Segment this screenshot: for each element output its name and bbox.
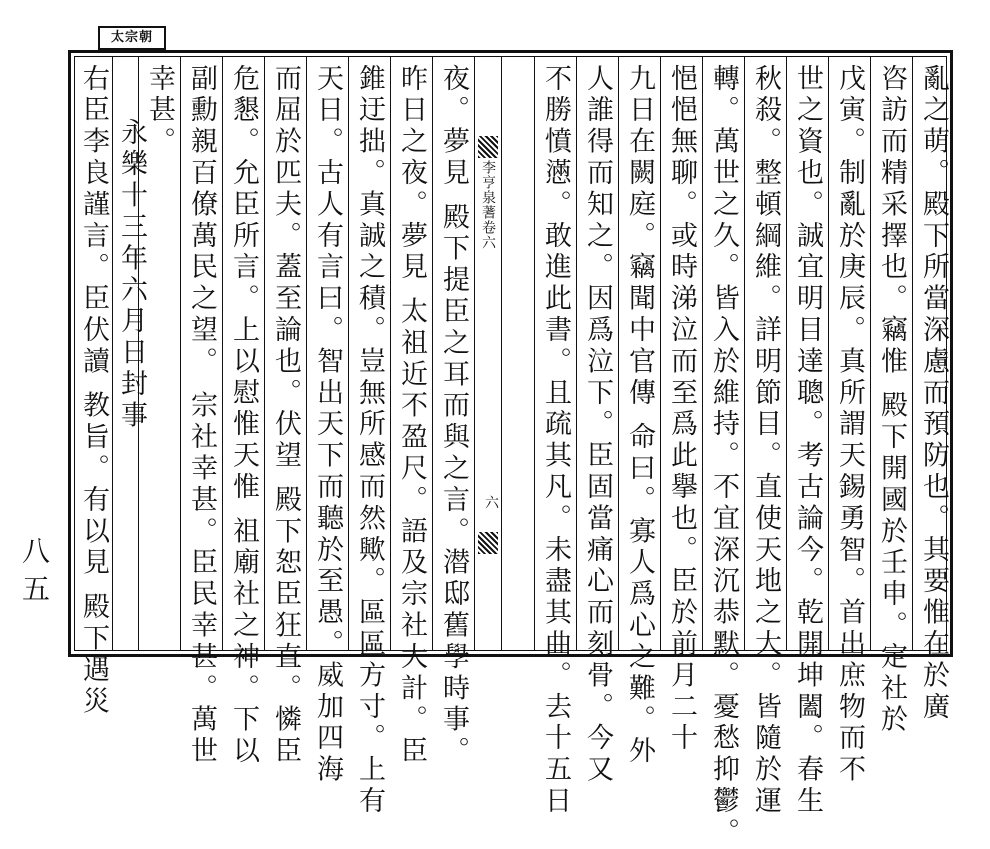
text-column: 轉。萬世之久。皆入於維持。不宜深沉恭默。憂愁抑鬱。 — [708, 64, 739, 849]
text-column: 錐迂拙。真誠之積。豈無所感而然歟。區區方寸。上有 — [354, 64, 385, 818]
column-rule — [744, 56, 745, 651]
column-rule — [432, 56, 433, 651]
text-column: 天日。古人有言曰。智出天下而聽於至愚。威加四海 — [312, 64, 343, 787]
column-rule — [534, 56, 535, 651]
text-column: 夜。夢見 殿下提臣之耳而與之言。潜邸舊學時事。 — [438, 64, 469, 768]
column-rule — [912, 56, 913, 651]
text-column: 九日在闕庭。竊聞中官傳 命曰。寡人爲心之難。外 — [624, 64, 655, 768]
column-rule — [222, 56, 223, 651]
column-rule — [180, 56, 181, 651]
text-column: 人誰得而知之。因爲泣下。臣固當痛心而刻骨。今又 — [582, 64, 613, 787]
column-rule — [264, 56, 265, 651]
memorial-date: 永樂十三年六月日封事 — [116, 118, 147, 432]
text-column: 而屈於匹夫。蓋至論也。伏望 殿下恕臣狂直。憐臣 — [270, 64, 301, 768]
column-rule — [870, 56, 871, 651]
fold-page-number: 六 — [483, 495, 499, 509]
column-rule — [390, 56, 391, 651]
column-rule — [618, 56, 619, 651]
page-number: 八五 — [18, 536, 51, 612]
text-column: 昨日之夜。夢見 太祖近不盈尺。語及宗社大計。臣 — [396, 64, 427, 768]
text-column: 不勝憤懣。敢進此書。且疏其凡。未盡其曲。去十五日 — [540, 64, 571, 818]
column-rule — [660, 56, 661, 651]
text-column: 危懇。允臣所言。上以慰惟天惟 祖廟社之神。下以 — [228, 64, 259, 768]
text-column: 副勳親百僚萬民之望。 宗社幸甚。臣民幸甚。萬世 — [186, 64, 217, 768]
text-column: 悒悒無聊。或時涕泣而至爲此擧也。臣於前月二十 — [666, 64, 697, 755]
attribution-column: 右臣李良謹言。臣伏讀 教旨。有以見 殿下遇災 — [78, 64, 109, 718]
text-column: 戊寅。制亂於庚辰。真所謂天錫勇智。首出庶物而不 — [834, 64, 865, 787]
column-rule — [828, 56, 829, 651]
fishtail-bottom-ornament — [478, 532, 498, 554]
text-column: 世之資也。誠宜明目達聰。考古論今。乾開坤闔。春生 — [792, 64, 823, 818]
text-column: 幸甚。 — [144, 64, 175, 159]
column-rule — [306, 56, 307, 651]
text-column: 咨訪而精采擇也。竊惟 殿下開國於壬申。定社於 — [876, 64, 907, 737]
fold-title: 李亨泉蓍卷六 — [480, 160, 496, 250]
text-column: 秋殺。整頓綱維。詳明節目。直使天地之大。皆隨於運 — [750, 64, 781, 818]
column-rule — [702, 56, 703, 651]
fishtail-top-ornament — [478, 136, 498, 158]
chapter-tab-label: 太宗朝 — [98, 26, 166, 50]
column-rule — [786, 56, 787, 651]
column-rule — [348, 56, 349, 651]
text-column: 亂之萌。殿下所當深慮而預防也。其要惟在於廣 — [918, 64, 949, 724]
column-rule — [576, 56, 577, 651]
